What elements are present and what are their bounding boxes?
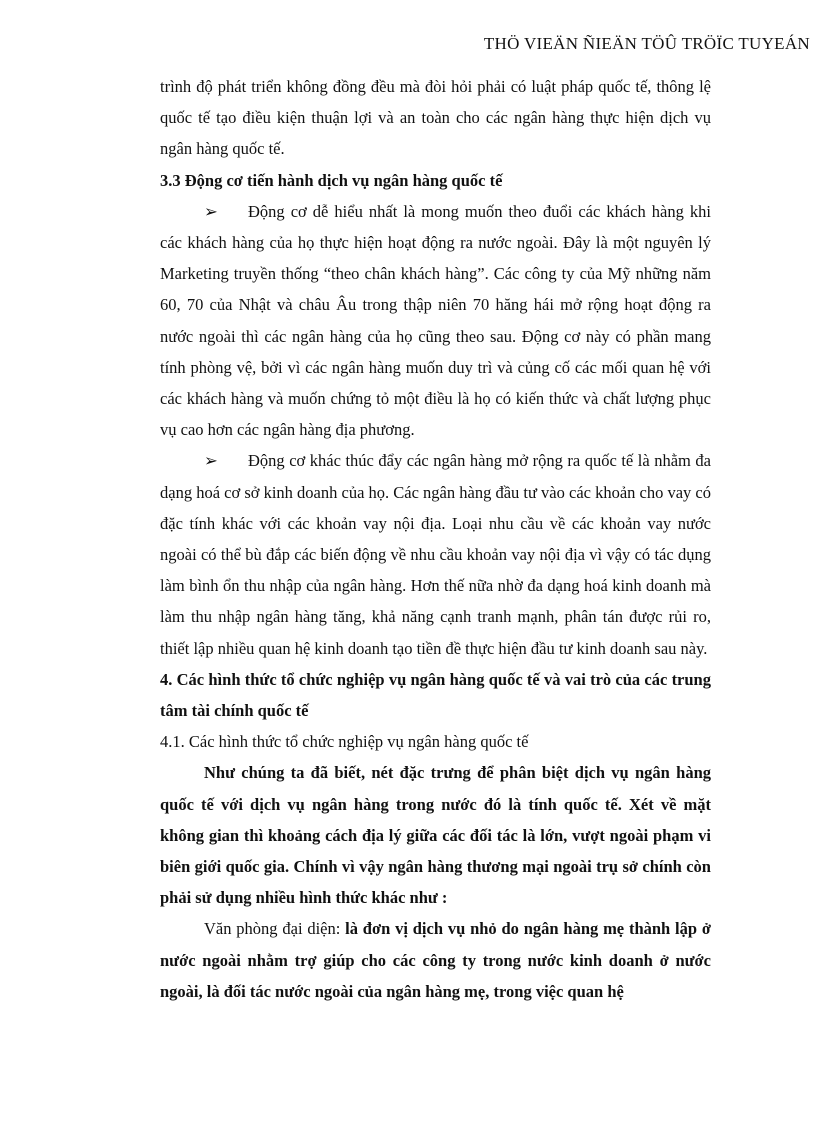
bullet-2-text: Động cơ khác thúc đẩy các ngân hàng mở rộng ra quốc tế là nhằm đa dạng hoá cơ sở kinh doanh của họ. Các ngân hàng đầu tư vào các khoản cho vay có đặc tính khác với các khoản vay nội địa. Loại nhu cầu về các khoản vay nước ngoài có thể bù đắp các biến động về nhu cầu khoản vay nội địa vì vậy có tác dụng làm bình ổn thu nhập của ngân hàng. Hơn thế nữa nhờ đa dạng hoá kinh doanh mà làm thu nhập ngân hàng tăng, khả năng cạnh tranh mạnh, phân tán được rủi ro, thiết lập nhiều quan hệ kinh doanh tạo tiền đề thực hiện đầu tư kinh doanh sau này. — [160, 451, 712, 658]
arrow-bullet-icon: ➢ — [204, 451, 218, 471]
bold-paragraph: Như chúng ta đã biết, nét đặc trưng để phân biệt dịch vụ ngân hàng quốc tế với dịch vụ ngân hàng trong nước đó là tính quốc tế. Xét về mặt không gian thì khoảng cách địa lý giữa các đối tác là lớn, vượt ngoài phạm vi biên giới quốc gia. Chính vì vậy ngân hàng thương mại ngoài trụ sở chính còn phải sử dụng nhiều hình thức khác như : — [160, 763, 711, 908]
bullet-1-text: Động cơ dễ hiểu nhất là mong muốn theo đuổi các khách hàng khi các khách hàng của họ thực hiện hoạt động ra nước ngoài. Đây là một nguyên lý Marketing truyền thống “theo chân khách hàng”. Các công ty của Mỹ những năm 60, 70 của Nhật và châu Âu trong thập niên 70 hăng hái mở rộng hoạt động ra nước ngoài thì các ngân hàng của họ cũng theo sau. Động cơ này có phần mang tính phòng vệ, bởi vì các ngân hàng muốn duy trì và củng cố các mối quan hệ với các khách hàng và muốn chứng tỏ một điều là họ có kiến thức và chất lượng phục vụ cao hơn các ngân hàng địa phương. — [160, 201, 711, 440]
last-paragraph — [160, 913, 711, 1007]
bullet-paragraph-2 — [160, 445, 711, 663]
section-heading-3-3: 3.3 Động cơ tiến hành dịch vụ ngân hàng quốc tế — [160, 170, 503, 190]
document-body — [160, 71, 711, 1007]
section-heading-4: 4. Các hình thức tổ chức nghiệp vụ ngân hàng quốc tế và vai trò của các trung tâm tài chính quốc tế — [160, 669, 711, 721]
arrow-bullet-icon: ➢ — [204, 201, 218, 221]
subsection-heading-4-1: 4.1. Các hình thức tổ chức nghiệp vụ ngân hàng quốc tế — [160, 732, 529, 752]
bullet-paragraph-1 — [160, 196, 711, 446]
page-header: THÖ VIEÄN ÑIEÄN TÖÛ TRÖÏC TUYEÁN — [483, 34, 810, 53]
representative-office-label: Văn phòng đại diện: — [204, 919, 346, 939]
intro-paragraph: trình độ phát triển không đồng đều mà đòi hỏi phải có luật pháp quốc tế, thông lệ quốc tế tạo điều kiện thuận lợi và an toàn cho các ngân hàng thực hiện dịch vụ ngân hàng quốc tế. — [160, 77, 711, 159]
representative-office-text: là đơn vị dịch vụ nhỏ do ngân hàng mẹ thành lập ở nước ngoài nhằm trợ giúp cho các công ty trong nước kinh doanh ở nước ngoài, là đối tác nước ngoài của ngân hàng mẹ, trong việc quan hệ — [160, 919, 711, 1001]
